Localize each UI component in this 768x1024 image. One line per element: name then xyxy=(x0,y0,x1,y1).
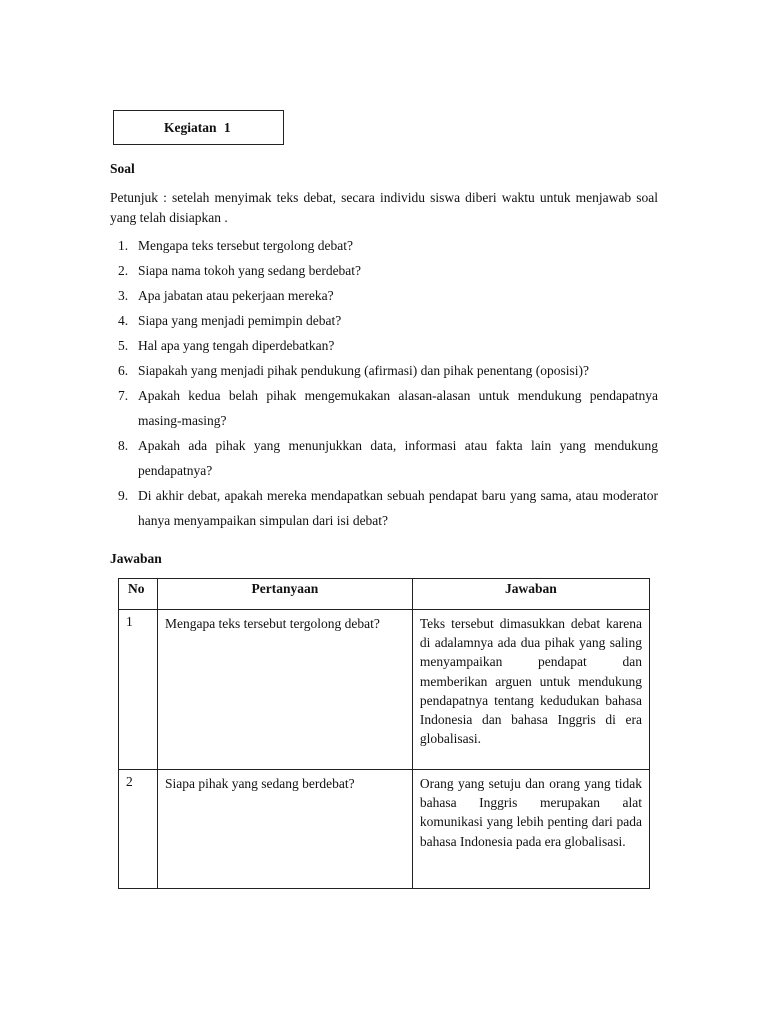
row-number: 2 xyxy=(119,770,158,889)
question-item xyxy=(110,358,658,383)
question-text: Apakah kedua belah pihak mengemukakan alasan-alasan untuk mendukung pendapatnya masing-masing? xyxy=(138,388,658,428)
answer-table xyxy=(118,578,650,889)
jawaban-heading: Jawaban xyxy=(110,551,162,566)
question-text: Apa jabatan atau pekerjaan mereka? xyxy=(138,288,334,303)
question-number: 2. xyxy=(118,263,129,278)
row-number: 1 xyxy=(119,610,158,770)
soal-heading: Soal xyxy=(110,161,135,176)
question-text: Hal apa yang tengah diperdebatkan? xyxy=(138,338,335,353)
row-question: Siapa pihak yang sedang berdebat? xyxy=(157,770,412,889)
question-text: Siapakah yang menjadi pihak pendukung (afirmasi) dan pihak penentang (oposisi)? xyxy=(138,363,589,378)
question-number: 5. xyxy=(118,338,129,353)
question-text: Siapa yang menjadi pemimpin debat? xyxy=(138,313,342,328)
question-item xyxy=(110,308,658,333)
question-text: Apakah ada pihak yang menunjukkan data, informasi atau fakta lain yang mendukung pendapatnya? xyxy=(138,438,658,478)
row-answer: Orang yang setuju dan orang yang tidak bahasa Inggris merupakan alat komunikasi yang lebih penting dari pada bahasa Indonesia pada era globalisasi. xyxy=(412,770,649,889)
question-number: 7. xyxy=(118,388,129,403)
question-number: 8. xyxy=(118,438,129,453)
row-question: Mengapa teks tersebut tergolong debat? xyxy=(157,610,412,770)
table-row xyxy=(119,770,650,889)
header-no: No xyxy=(119,579,158,610)
question-number: 1. xyxy=(118,238,129,253)
question-item xyxy=(110,433,658,483)
question-text: Mengapa teks tersebut tergolong debat? xyxy=(138,238,353,253)
header-question: Pertanyaan xyxy=(157,579,412,610)
activity-title-box xyxy=(113,110,284,145)
activity-title: Kegiatan 1 xyxy=(164,120,231,135)
question-text: Siapa nama tokoh yang sedang berdebat? xyxy=(138,263,362,278)
header-answer: Jawaban xyxy=(412,579,649,610)
question-item xyxy=(110,483,658,533)
question-text: Di akhir debat, apakah mereka mendapatkan sebuah pendapat baru yang sama, atau moderator hanya menyampaikan simpulan dari isi debat? xyxy=(138,488,658,528)
question-item xyxy=(110,258,658,283)
question-number: 6. xyxy=(118,363,129,378)
question-list xyxy=(110,233,658,533)
instruction-text: Petunjuk : setelah menyimak teks debat, secara individu siswa diberi waktu untuk menjawab soal yang telah disiapkan . xyxy=(110,190,658,225)
question-number: 9. xyxy=(118,488,129,503)
question-number: 3. xyxy=(118,288,129,303)
question-item xyxy=(110,283,658,308)
table-row xyxy=(119,610,650,770)
row-answer: Teks tersebut dimasukkan debat karena di adalamnya ada dua pihak yang saling menyampaikan pendapat dan memberikan arguen untuk mendukung pendapatnya tentang kedudukan bahasa Indonesia dan bahasa Inggris di era globalisasi. xyxy=(412,610,649,770)
question-item xyxy=(110,383,658,433)
question-number: 4. xyxy=(118,313,129,328)
question-item xyxy=(110,333,658,358)
question-item xyxy=(110,233,658,258)
table-header-row xyxy=(119,579,650,610)
